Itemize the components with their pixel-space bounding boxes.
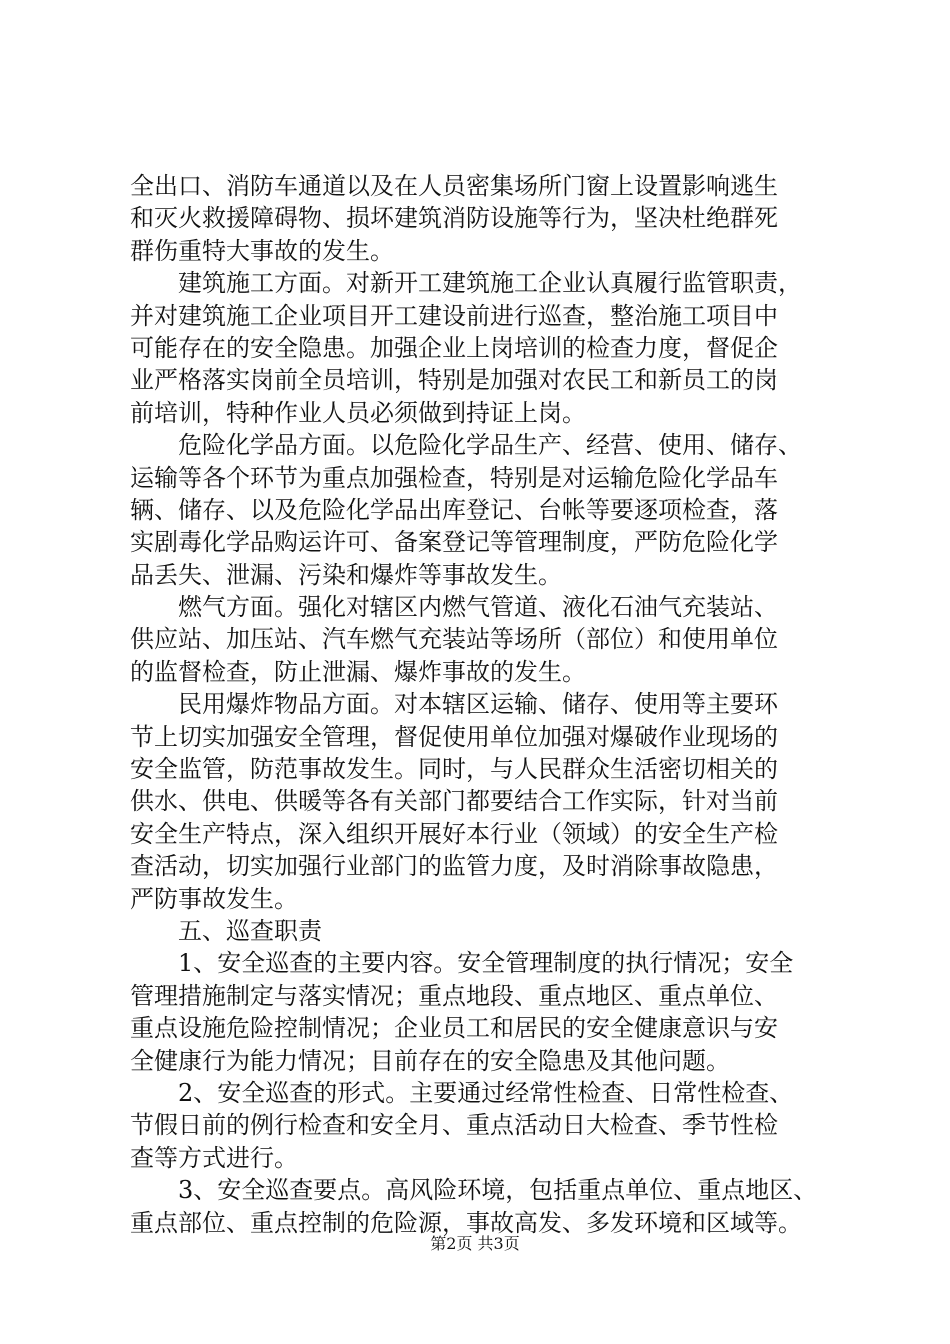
text-line: 查活动，切实加强行业部门的监管力度，及时消除事故隐患， — [130, 852, 778, 881]
text-line: 品丢失、泄漏、污染和爆炸等事故发生。 — [130, 560, 562, 589]
text-line: 的监督检查，防止泄漏、爆炸事故的发生。 — [130, 657, 586, 686]
document-body — [130, 170, 840, 1239]
text-line: 安全生产特点，深入组织开展好本行业（领域）的安全生产检 — [130, 819, 778, 848]
text-line: 和灭火救援障碍物、损坏建筑消防设施等行为，坚决杜绝群死 — [130, 204, 778, 233]
text-line: 安全监管，防范事故发生。同时，与人民群众生活密切相关的 — [130, 755, 778, 784]
text-line: 前培训，特种作业人员必须做到持证上岗。 — [130, 398, 586, 427]
text-line: 全出口、消防车通道以及在人员密集场所门窗上设置影响逃生 — [130, 172, 778, 200]
text-line: 节假日前的例行检查和安全月、重点活动日大检查、季节性检 — [130, 1111, 778, 1140]
text-line: 2、安全巡查的形式。主要通过经常性检查、日常性检查、 — [178, 1078, 794, 1107]
text-line: 建筑施工方面。对新开工建筑施工企业认真履行监管职责， — [178, 269, 802, 298]
text-line: 节上切实加强安全管理，督促使用单位加强对爆破作业现场的 — [130, 722, 778, 751]
text-line: 危险化学品方面。以危险化学品生产、经营、使用、储存、 — [178, 431, 802, 460]
text-line: 实剧毒化学品购运许可、备案登记等管理制度，严防危险化学 — [130, 528, 778, 557]
text-line: 运输等各个环节为重点加强检查，特别是对运输危险化学品车 — [130, 463, 778, 492]
text-line: 供应站、加压站、汽车燃气充装站等场所（部位）和使用单位 — [130, 625, 778, 654]
text-line: 严防事故发生。 — [130, 884, 298, 913]
text-line: 群伤重特大事故的发生。 — [130, 236, 394, 265]
text-line: 重点设施危险控制情况；企业员工和居民的安全健康意识与安 — [130, 1014, 778, 1043]
page-footer: 第2页 共3页 — [430, 1234, 520, 1253]
text-line: 民用爆炸物品方面。对本辖区运输、储存、使用等主要环 — [178, 690, 778, 719]
text-line: 1、安全巡查的主要内容。安全管理制度的执行情况；安全 — [178, 949, 794, 978]
text-line: 业严格落实岗前全员培训，特别是加强对农民工和新员工的岗 — [130, 366, 778, 395]
text-line: 五、巡查职责 — [178, 916, 322, 945]
text-line: 可能存在的安全隐患。加强企业上岗培训的检查力度，督促企 — [130, 333, 778, 362]
text-line: 查等方式进行。 — [130, 1143, 298, 1172]
text-line: 3、安全巡查要点。高风险环境，包括重点单位、重点地区、 — [178, 1176, 818, 1205]
text-line: 燃气方面。强化对辖区内燃气管道、液化石油气充装站、 — [178, 593, 778, 622]
text-line: 供水、供电、供暖等各有关部门都要结合工作实际，针对当前 — [130, 787, 778, 816]
text-line: 管理措施制定与落实情况；重点地段、重点地区、重点单位、 — [130, 981, 778, 1010]
text-line: 重点部位、重点控制的危险源，事故高发、多发环境和区域等。 — [130, 1208, 802, 1237]
text-line: 辆、储存、以及危险化学品出库登记、台帐等要逐项检查，落 — [130, 495, 778, 524]
text-line: 并对建筑施工企业项目开工建设前进行巡查，整治施工项目中 — [130, 301, 778, 330]
text-line: 全健康行为能力情况；目前存在的安全隐患及其他问题。 — [130, 1046, 730, 1075]
